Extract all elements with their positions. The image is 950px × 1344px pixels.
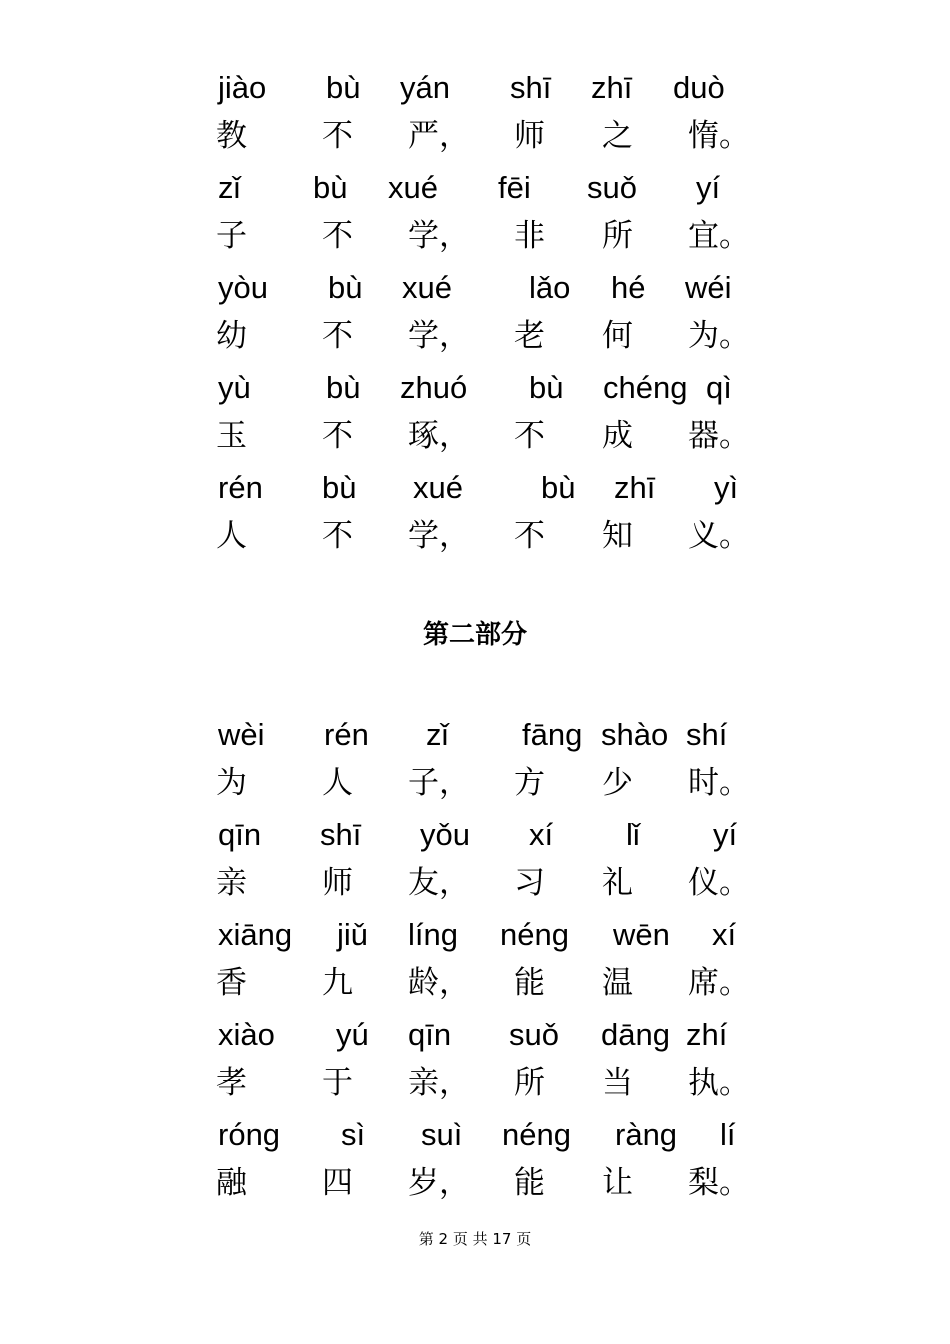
hanzi-char: 为 [216, 765, 247, 801]
pinyin-syllable: jiào [218, 70, 267, 105]
pinyin-syllable: wèi [218, 717, 265, 752]
hanzi-char: 所 [514, 1065, 545, 1101]
pinyin-syllable: ràng [615, 1117, 678, 1152]
pinyin-syllable: hé [611, 270, 646, 305]
pinyin-syllable: suǒ [509, 1017, 559, 1052]
pinyin-syllable: bù [529, 370, 564, 405]
pinyin-syllable: chéng [603, 370, 688, 405]
pinyin-syllable: zhī [591, 70, 633, 105]
pinyin-syllable: líng [408, 917, 458, 952]
pinyin-syllable: xí [712, 917, 737, 952]
hanzi-line [216, 1165, 750, 1215]
hanzi-line [216, 118, 750, 168]
hanzi-char: 友， [408, 865, 470, 901]
hanzi-char: 九 [322, 965, 353, 1001]
hanzi-char: 时。 [688, 765, 750, 801]
hanzi-char: 不 [322, 218, 353, 254]
pinyin-syllable: qīn [218, 817, 262, 852]
pinyin-syllable: yú [336, 1017, 369, 1052]
pinyin-syllable: wēn [613, 917, 670, 952]
pinyin-syllable: shào [601, 717, 669, 752]
hanzi-char: 学， [408, 318, 470, 354]
hanzi-char: 惰。 [688, 118, 750, 154]
pinyin-syllable: lǎo [529, 270, 571, 305]
pinyin-syllable: qīn [408, 1017, 452, 1052]
pinyin-line [216, 368, 746, 418]
hanzi-char: 非 [514, 218, 545, 254]
hanzi-char: 琢， [408, 418, 470, 454]
pinyin-syllable: fēi [498, 170, 531, 205]
pinyin-syllable: lǐ [626, 817, 640, 852]
hanzi-char: 四 [322, 1165, 353, 1201]
pinyin-syllable: shí [686, 717, 728, 752]
hanzi-char: 师 [322, 865, 353, 901]
hanzi-char: 学， [408, 218, 470, 254]
hanzi-char: 温 [602, 965, 633, 1001]
hanzi-char: 严， [408, 118, 470, 154]
pinyin-syllable: yòu [218, 270, 268, 305]
hanzi-char: 师 [514, 118, 545, 154]
pinyin-syllable: zhí [686, 1017, 728, 1052]
pinyin-line [216, 268, 746, 318]
pinyin-syllable: wéi [685, 270, 732, 305]
pinyin-syllable: yí [696, 170, 721, 205]
hanzi-char: 之 [602, 118, 633, 154]
hanzi-char: 方 [514, 765, 545, 801]
hanzi-line [216, 318, 750, 368]
pinyin-syllable: suǒ [587, 170, 637, 205]
pinyin-syllable: rén [324, 717, 369, 752]
pinyin-syllable: qì [706, 370, 732, 405]
hanzi-char: 不 [322, 318, 353, 354]
pinyin-syllable: shī [510, 70, 552, 105]
hanzi-char: 亲 [216, 865, 247, 901]
pinyin-syllable: zǐ [218, 170, 241, 205]
pinyin-syllable: xiào [218, 1017, 275, 1052]
pinyin-syllable: fāng [522, 717, 583, 752]
hanzi-char: 于 [322, 1065, 353, 1101]
hanzi-char: 宜。 [688, 218, 750, 254]
pinyin-syllable: zǐ [426, 717, 449, 752]
pinyin-syllable: rén [218, 470, 263, 505]
pinyin-line [216, 815, 746, 865]
hanzi-char: 教 [216, 118, 247, 154]
pinyin-syllable: bù [322, 470, 357, 505]
hanzi-line [216, 965, 750, 1015]
hanzi-char: 礼 [602, 865, 633, 901]
pinyin-syllable: róng [218, 1117, 281, 1152]
hanzi-char: 老 [514, 318, 545, 354]
hanzi-char: 学， [408, 518, 470, 554]
hanzi-char: 为。 [688, 318, 750, 354]
pinyin-syllable: néng [502, 1117, 571, 1152]
pinyin-syllable: zhī [614, 470, 656, 505]
hanzi-line [216, 765, 750, 815]
hanzi-char: 不 [322, 518, 353, 554]
verse-part-2 [216, 715, 750, 1215]
hanzi-line [216, 418, 750, 468]
pinyin-syllable: bù [313, 170, 348, 205]
hanzi-char: 香 [216, 965, 247, 1001]
hanzi-char: 当 [602, 1065, 633, 1101]
pinyin-syllable: sì [341, 1117, 366, 1152]
verse-part-1 [216, 68, 750, 568]
hanzi-char: 融 [216, 1165, 247, 1201]
pinyin-line [216, 715, 746, 765]
hanzi-line [216, 518, 750, 568]
pinyin-syllable: yán [400, 70, 450, 105]
pinyin-line [216, 468, 746, 518]
pinyin-syllable: néng [500, 917, 569, 952]
pinyin-line [216, 1115, 746, 1165]
hanzi-char: 能 [514, 1165, 545, 1201]
hanzi-char: 不 [322, 118, 353, 154]
pinyin-syllable: bù [326, 370, 361, 405]
hanzi-char: 人 [216, 518, 247, 554]
hanzi-char: 不 [322, 418, 353, 454]
hanzi-char: 习 [514, 865, 545, 901]
hanzi-char: 何 [602, 318, 633, 354]
pinyin-line [216, 168, 746, 218]
pinyin-syllable: yì [714, 470, 739, 505]
hanzi-char: 义。 [688, 518, 750, 554]
pinyin-syllable: duò [673, 70, 725, 105]
hanzi-char: 孝 [216, 1065, 247, 1101]
hanzi-char: 能 [514, 965, 545, 1001]
pinyin-syllable: xí [529, 817, 554, 852]
pinyin-syllable: xué [402, 270, 452, 305]
pinyin-syllable: suì [421, 1117, 463, 1152]
pinyin-line [216, 1015, 746, 1065]
pinyin-syllable: jiǔ [337, 917, 369, 952]
hanzi-char: 不 [514, 418, 545, 454]
pinyin-syllable: shī [320, 817, 362, 852]
hanzi-char: 执。 [688, 1065, 750, 1101]
hanzi-char: 龄， [408, 965, 470, 1001]
hanzi-char: 少 [602, 765, 633, 801]
hanzi-line [216, 865, 750, 915]
hanzi-char: 玉 [216, 418, 247, 454]
section-title: 第二部分 [422, 620, 527, 650]
pinyin-syllable: yí [713, 817, 738, 852]
pinyin-syllable: bù [326, 70, 361, 105]
pinyin-syllable: lí [720, 1117, 736, 1152]
pinyin-syllable: bù [328, 270, 363, 305]
hanzi-char: 幼 [216, 318, 247, 354]
pinyin-syllable: xiāng [218, 917, 293, 952]
hanzi-char: 让 [602, 1165, 633, 1201]
hanzi-char: 席。 [688, 965, 750, 1001]
hanzi-char: 子 [216, 218, 247, 254]
hanzi-char: 不 [514, 518, 545, 554]
pinyin-line [216, 915, 746, 965]
hanzi-char: 器。 [688, 418, 750, 454]
pinyin-syllable: xué [413, 470, 463, 505]
hanzi-line [216, 218, 750, 268]
hanzi-char: 人 [322, 765, 353, 801]
hanzi-char: 所 [602, 218, 633, 254]
page-footer: 第 2 页 共 17 页 [418, 1230, 532, 1248]
pinyin-syllable: dāng [601, 1017, 670, 1052]
hanzi-char: 梨。 [688, 1165, 750, 1201]
pinyin-syllable: yù [218, 370, 251, 405]
hanzi-char: 知 [602, 518, 633, 554]
pinyin-syllable: yǒu [420, 817, 470, 852]
hanzi-char: 成 [602, 418, 633, 454]
pinyin-syllable: xué [388, 170, 438, 205]
hanzi-char: 仪。 [688, 865, 750, 901]
hanzi-char: 子， [408, 765, 470, 801]
hanzi-char: 岁， [408, 1165, 470, 1201]
pinyin-line [216, 68, 746, 118]
pinyin-syllable: bù [541, 470, 576, 505]
pinyin-syllable: zhuó [400, 370, 468, 405]
hanzi-line [216, 1065, 750, 1115]
hanzi-char: 亲， [408, 1065, 470, 1101]
